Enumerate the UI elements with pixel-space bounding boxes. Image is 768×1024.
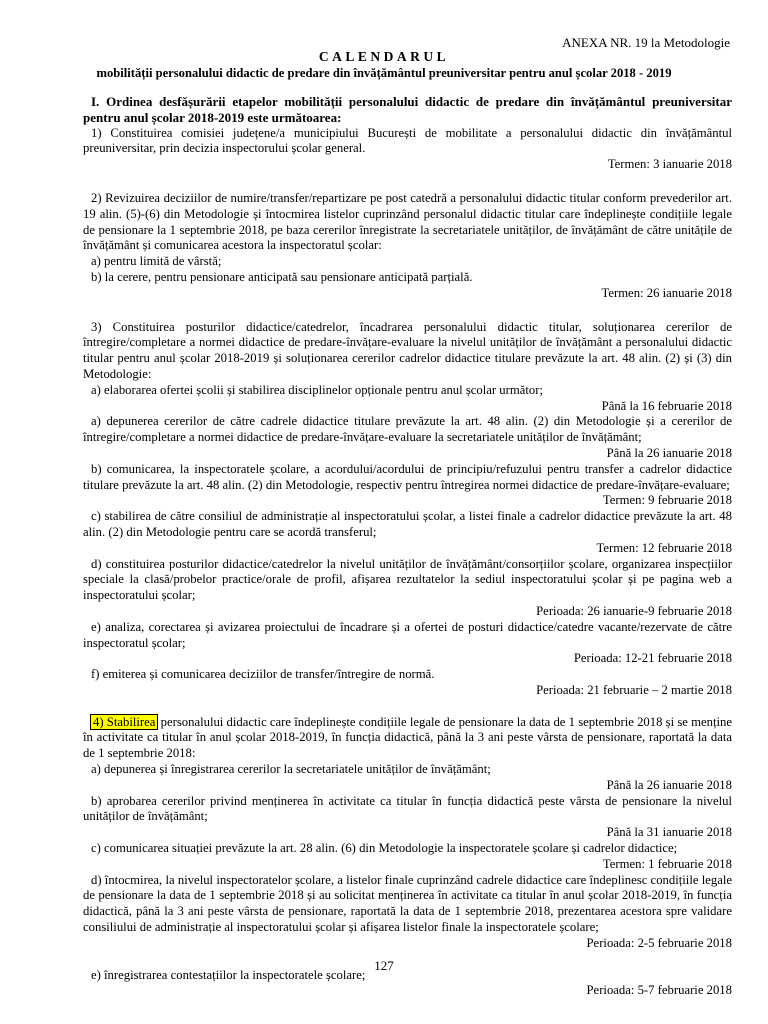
item-4-body: personalului didactic care îndeplinește condițiile legale de pensionare la data de 1 septembrie 2018 și se menține în activitate ca titular în anul școlar 2018-2019, în funcția didactică, până la 3 ani peste vârsta de pensionare, raportată la data de 1 septembrie 2018: [83, 714, 732, 761]
item-3-e-term: Perioada: 12-21 februarie 2018 [573, 651, 732, 666]
item-3-a2: a) depunerea cererilor de către cadrele didactice titulare prevăzute la art. 48 alin. (2) din Metodologie și a cererilor de întregire/completare a normei didactice de predare-învățare-evaluare la secretariatele unităților de învățământ; [83, 414, 732, 445]
item-2-a: a) pentru limită de vârstă; [91, 254, 222, 269]
section-heading: I. Ordinea desfășurării etapelor mobilității personalului didactic de predare din învățământul preuniversitar pentru anul școlar 2018-2019 este următoarea: [83, 94, 732, 125]
item-3-c: c) stabilirea de către consiliul de administrație al inspectoratului școlar, a listei finale a cadrelor didactice prevăzute la art. 48 alin. (2) din Metodologie pentru care se acordă transferul; [83, 509, 732, 539]
item-2-text: 2) Revizuirea deciziilor de numire/transfer/repartizare pe post catedră a personalului didactic titular conform prevederilor art. 19 alin. (5)-(6) din Metodologie și întocmirea listelor cuprinzând personalul didactic titular care îndeplinește condițiile legale de pensionare la 1 septembrie 2018, pe baza cererilor înregistrate la secretariatele unităților, de învățământ de către unitățile de învățământ și comunicarea acestora la inspectoratul școlar: [83, 190, 732, 253]
item-3-e: e) analiza, corectarea și avizarea proiectului de încadrare și a ofertei de posturi didactice/catedre vacante/rezervate de către inspectoratul școlar; [83, 619, 732, 650]
item-2-term: Termen: 26 ianuarie 2018 [601, 285, 732, 300]
item-3-d-term: Perioada: 26 ianuarie-9 februarie 2018 [536, 603, 732, 618]
annex-label: ANEXA NR. 19 la Metodologie [562, 35, 730, 50]
item-4-e-term: Perioada: 5-7 februarie 2018 [586, 983, 732, 998]
item-4-c: c) comunicarea situației prevăzute la art. 28 alin. (6) din Metodologie la inspectoratele școlare și cadrelor didactice; [91, 841, 678, 856]
item-2-b: b) la cerere, pentru pensionare anticipată sau pensionare anticipată parțială. [91, 269, 473, 284]
item-4-d: d) întocmirea, la nivelul inspectoratelor școlare, a listelor finale cuprinzând cadrele didactice care îndeplinesc condițiile legale de pensionare la data de 1 septembrie 2018 și au solicitat menținerea în activitate ca titular în anul școlar 2018-2019, în funcția didactică, până la 3 ani peste vârsta de pensionare, raportată la data de 1 septembrie 2018, prezentarea acestora spre validare consiliului de administrație al inspectoratului școlar și afișarea listelor finale la inspectoratele școlare; [83, 872, 732, 935]
item-4-a: a) depunerea și înregistrarea cererilor la secretariatele unităților de învățământ; [91, 762, 491, 777]
item-3-c-term: Termen: 12 februarie 2018 [596, 540, 732, 555]
page-number: 127 [374, 958, 394, 973]
item-4-c-term: Termen: 1 februarie 2018 [602, 856, 732, 871]
item-3-a1-term: Până la 16 februarie 2018 [601, 398, 732, 413]
item-1-term: Termen: 3 ianuarie 2018 [607, 157, 732, 172]
item-4-a-term: Până la 26 ianuarie 2018 [606, 777, 732, 792]
item-3-d: d) constituirea posturilor didactice/catedrelor la nivelul unităților de învățământ/consorțiilor școlare, organizarea inspecțiilor speciale la clasă/probelor practice/orale de profil, afișarea rezultatelor la sediul inspectoratului școlar și pe pagina web a inspectoratului școlar; [83, 556, 732, 603]
document-body [83, 94, 732, 999]
page-subtitle: mobilității personalului didactic de predare din învățământul preuniversitar pentru anul școlar 2018 - 2019 [96, 66, 672, 80]
item-3-f: f) emiterea și comunicarea deciziilor de transfer/întregire de normă. [91, 667, 435, 682]
item-3-f-term: Perioada: 21 februarie – 2 martie 2018 [536, 682, 732, 697]
item-4-text [83, 715, 732, 762]
item-3-b: b) comunicarea, la inspectoratele școlare, a acordului/acordului de principiu/refuzului pentru transfer a cadrelor didactice titulare prevăzute la art. 48 alin. (2) din Metodologie, respectiv pentru întregirea normei didactice de predare-învățare-evaluare; [83, 461, 732, 492]
item-3-a1: a) elaborarea ofertei școlii și stabilirea disciplinelor opționale pentru anul școlar următor; [91, 382, 543, 397]
item-4-d-term: Perioada: 2-5 februarie 2018 [586, 935, 732, 950]
page-title: CALENDARUL [318, 49, 450, 64]
item-1-text: 1) Constituirea comisiei județene/a municipiului București de mobilitate a personalului didactic din învățământul preuniversitar, prin decizia inspectorului școlar general. [83, 125, 732, 156]
item-3-b-term: Termen: 9 februarie 2018 [602, 493, 732, 508]
item-4-b: b) aprobarea cererilor privind menținerea în activitate ca titular în funcția didactică peste vârsta de pensionare la nivelul unităților de învățământ; [83, 793, 732, 824]
item-3-text: 3) Constituirea posturilor didactice/catedrelor, încadrarea personalului didactic titular, soluționarea cererilor de întregire/completare a normei didactice de predare-învățare-evaluare la nivelul unităților de învățământ a personalului didactic titular pentru anul școlar 2018-2019 și soluționarea cererilor cadrelor didactice titulare prevăzute la art. 48 alin. (2) și (3) din Metodologie: [83, 319, 732, 381]
item-3-a2-term: Până la 26 ianuarie 2018 [606, 445, 732, 460]
item-4-e: e) înregistrarea contestațiilor la inspectoratele școlare; [91, 967, 366, 982]
item-4-b-term: Până la 31 ianuarie 2018 [606, 825, 732, 840]
item-4-highlight: 4) Stabilirea [93, 714, 156, 729]
